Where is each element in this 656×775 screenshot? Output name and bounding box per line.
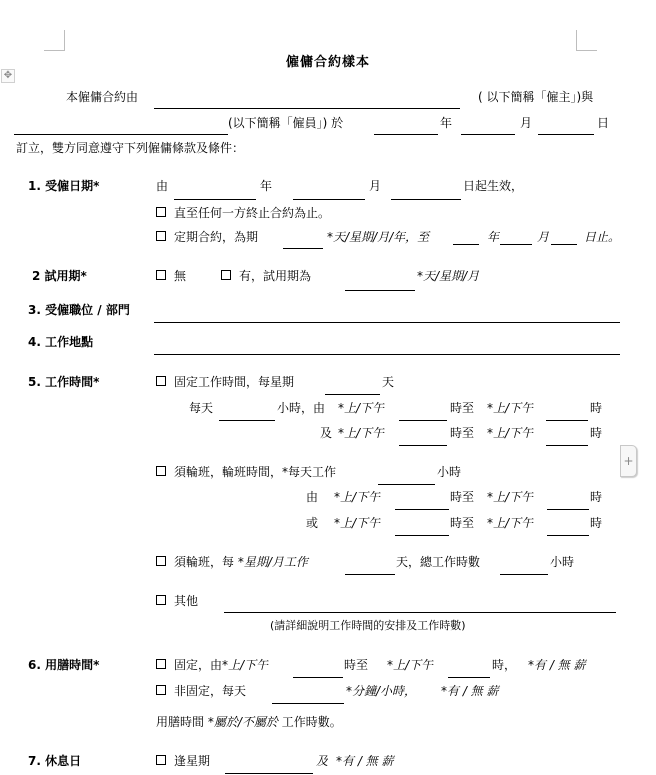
section-3-label: 3. 受僱職位 / 部門: [28, 303, 130, 317]
s6-meal-count-line: [156, 715, 342, 729]
s1-end-day-field[interactable]: [551, 244, 577, 245]
s5-daily-label: 每天: [189, 401, 214, 415]
s7-weekday-field[interactable]: [225, 773, 313, 774]
s7-and: 及: [316, 754, 329, 768]
page-corner-top-right: [576, 30, 597, 51]
checkbox[interactable]: [156, 231, 166, 241]
s5-hours-from: 小時，由: [277, 401, 326, 415]
s6-paid-1: *有 / 無 薪: [528, 658, 586, 672]
option-label: 其他: [174, 594, 199, 608]
section-1-label: 1. 受僱日期*: [28, 179, 100, 193]
s5-other-field[interactable]: [224, 612, 616, 613]
checkbox[interactable]: [156, 659, 166, 669]
s5-to-3: 時至: [450, 490, 475, 504]
s1-end-month-label: 月: [537, 230, 550, 244]
section-2-label: 2 試用期*: [32, 269, 87, 283]
s6-option-nonfixed[interactable]: [156, 684, 246, 698]
option-label: 逢星期: [174, 754, 211, 768]
option-label: 定期合約，為期: [174, 230, 259, 244]
s6-end-field[interactable]: [448, 677, 490, 678]
checkbox[interactable]: [156, 755, 166, 765]
s5-hour-4: 時: [590, 516, 603, 530]
s5-hour-3: 時: [590, 490, 603, 504]
s5-days-per-week-field[interactable]: [325, 394, 380, 395]
employee-name-field[interactable]: [14, 134, 228, 135]
option-label: 非固定，每天: [174, 684, 247, 698]
s5-start-1-field[interactable]: [399, 420, 447, 421]
employer-name-field[interactable]: [154, 108, 460, 109]
s4-location-field[interactable]: [154, 354, 620, 355]
meal-suffix: 工作時數。: [281, 715, 342, 729]
s5-shift-end-2-field[interactable]: [547, 535, 589, 536]
s5-days-label: 天: [382, 375, 395, 389]
checkbox[interactable]: [221, 270, 231, 280]
s7-paid: *有 / 無 薪: [336, 754, 394, 768]
page-corner-top-left: [44, 30, 65, 51]
s5-to-2: 時至: [450, 426, 475, 440]
checkbox[interactable]: [156, 376, 166, 386]
s5-and-label: 及: [320, 426, 333, 440]
s5-option-shift-period[interactable]: [156, 555, 308, 569]
s1-term-length-field[interactable]: [283, 248, 323, 249]
sign-day-label: 日: [597, 116, 610, 130]
s5-end-1-field[interactable]: [546, 420, 588, 421]
section-4-label: 4. 工作地點: [28, 335, 94, 349]
s1-year-label: 年: [260, 179, 273, 193]
s1-year-field[interactable]: [174, 199, 256, 200]
s5-to-1: 時至: [450, 401, 475, 415]
s1-end-year-field[interactable]: [453, 244, 479, 245]
sign-month-field[interactable]: [461, 134, 515, 135]
checkbox[interactable]: [156, 270, 166, 280]
s2-probation-length-field[interactable]: [345, 290, 415, 291]
s5-option-shift[interactable]: [156, 465, 336, 479]
s6-hour-comma: 時，: [492, 658, 517, 672]
section-5-label: 5. 工作時間*: [28, 375, 100, 389]
s5-hour-1: 時: [590, 401, 603, 415]
s5-option-other[interactable]: [156, 594, 198, 608]
checkbox[interactable]: [156, 685, 166, 695]
section-6-label: 6. 用膳時間*: [28, 658, 100, 672]
intro-prefix: 本僱傭合約由: [66, 90, 139, 104]
sign-year-field[interactable]: [374, 134, 438, 135]
add-row-button[interactable]: [620, 445, 637, 477]
sign-day-field[interactable]: [538, 134, 594, 135]
s1-from: 由: [156, 179, 169, 193]
s1-month-field[interactable]: [293, 199, 365, 200]
sign-year-label: 年: [440, 116, 453, 130]
s5-shift-or: 或: [306, 516, 319, 530]
checkbox[interactable]: [156, 466, 166, 476]
plus-icon: +: [623, 454, 634, 468]
s5-start-2-field[interactable]: [399, 445, 447, 446]
sign-month-label: 月: [520, 116, 533, 130]
s6-ampm-2: *上/下午: [387, 658, 434, 672]
s5-option-fixed[interactable]: [156, 375, 294, 389]
s6-option-fixed[interactable]: [156, 658, 268, 672]
s5-total-hours-label: 小時: [550, 555, 575, 569]
s1-option-fixed-term[interactable]: [156, 230, 258, 244]
page-title: 僱傭合約樣本: [286, 55, 371, 70]
s1-end-month-field[interactable]: [500, 244, 532, 245]
s5-ampm-2: *上/下午: [487, 401, 534, 415]
s5-shift-hours-field[interactable]: [378, 484, 435, 485]
s5-ampm-5: *上/下午: [334, 490, 381, 504]
table-move-handle-icon[interactable]: ✥: [1, 69, 15, 83]
option-label: 須輪班，輪班時間，*每天工作: [174, 465, 337, 479]
s7-option-weekday[interactable]: [156, 754, 210, 768]
ampm: *上/下午: [222, 658, 269, 672]
meal-count-option: *屬於/不屬於: [207, 715, 278, 729]
s6-duration-field[interactable]: [272, 703, 344, 704]
s1-month-label: 月: [369, 179, 382, 193]
meal-prefix: 用膳時間: [156, 715, 205, 729]
option-label: 有，試用期為: [239, 269, 312, 283]
s6-paid-2: *有 / 無 薪: [441, 684, 499, 698]
s1-term-units: *天/星期/月/年，至: [327, 230, 430, 244]
s5-ampm-7: *上/下午: [334, 516, 381, 530]
s1-option-until-terminated[interactable]: [156, 206, 330, 220]
option-label: 須輪班，每: [174, 555, 235, 569]
s5-shift-hours-label: 小時: [437, 465, 462, 479]
s5-ampm-8: *上/下午: [487, 516, 534, 530]
s5-shift-from: 由: [306, 490, 319, 504]
checkbox[interactable]: [156, 207, 166, 217]
s6-start-field[interactable]: [293, 677, 343, 678]
s5-hours-per-day-field[interactable]: [219, 420, 275, 421]
s5-ampm-1: *上/下午: [338, 401, 385, 415]
s5-shift-start-2-field[interactable]: [395, 535, 449, 536]
s2-units: *天/星期/月: [417, 269, 480, 283]
option-label: 直至任何一方終止合約為止。: [174, 206, 331, 220]
s5-hour-2: 時: [590, 426, 603, 440]
intro-employer-suffix: ( 以下簡稱「僱主」)與: [478, 90, 594, 104]
checkbox[interactable]: [156, 556, 166, 566]
s5-shift-end-1-field[interactable]: [547, 509, 589, 510]
s5-other-note: (請詳細說明工作時間的安排及工作時數): [270, 619, 466, 632]
s1-end-day-label: 日止。: [584, 230, 621, 244]
s1-end-year-label: 年: [487, 230, 500, 244]
shift-units: *星期/月工作: [237, 555, 308, 569]
option-label: 無: [174, 269, 187, 283]
section-7-label: 7. 休息日: [28, 754, 82, 768]
s5-shift-days-field[interactable]: [345, 574, 395, 575]
s5-shift-start-1-field[interactable]: [395, 509, 449, 510]
s5-ampm-6: *上/下午: [487, 490, 534, 504]
intro-agreement: 訂立，雙方同意遵守下列僱傭條款及條件：: [16, 141, 245, 155]
s5-shift-days-label: 天，總工作時數: [396, 555, 481, 569]
s5-end-2-field[interactable]: [546, 445, 588, 446]
s5-total-hours-field[interactable]: [500, 574, 548, 575]
s1-effective: 日起生效，: [463, 179, 524, 193]
option-label: 固定工作時間，每星期: [174, 375, 295, 389]
s6-to: 時至: [344, 658, 369, 672]
s5-ampm-3: *上/下午: [338, 426, 385, 440]
s2-option-none[interactable]: [156, 269, 186, 283]
checkbox[interactable]: [156, 595, 166, 605]
s2-option-yes[interactable]: [221, 269, 311, 283]
s1-day-field[interactable]: [391, 199, 461, 200]
option-label: 固定，由: [174, 658, 223, 672]
s3-position-field[interactable]: [154, 322, 620, 323]
s6-min-hour: *分鐘/小時，: [346, 684, 417, 698]
s5-ampm-4: *上/下午: [487, 426, 534, 440]
s5-to-4: 時至: [450, 516, 475, 530]
intro-employee-suffix: (以下簡稱「僱員」) 於: [228, 116, 344, 130]
